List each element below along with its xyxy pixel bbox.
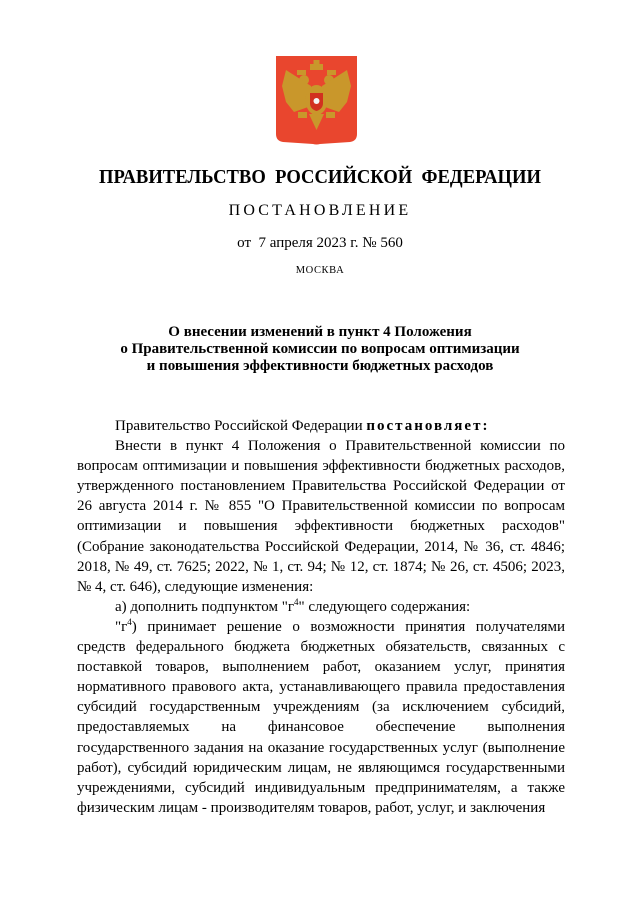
government-title: ПРАВИТЕЛЬСТВО РОССИЙСКОЙ ФЕДЕРАЦИИ [99,166,541,188]
document-title [0,324,640,375]
body-paragraph: Внести в пункт 4 Положения о Правительственной комиссии по вопросам оптимизации и повышения эффективности бюджетных расходов, утвержденного постановлением Правительства Российской Федерации от 26 августа 2014 г. № 855 "О Правительственной комиссии по вопросам оптимизации и повышения эффективности бюджетных расходов" (Собрание законодательства Российской Федерации, 2014, № 36, ст. 4846; 2018, № 49, ст. 7625; 2022, № 1, ст. 94; № 12, ст. 1874; № 26, ст. 4506; 2023, № 4, ст. 646), следующие изменения: [77,438,565,595]
document-body [77,416,565,818]
double-headed-eagle-icon [276,56,357,145]
document-type: ПОСТАНОВЛЕНИЕ [228,202,412,219]
title-line: о Правительственной комиссии по вопросам оптимизации [120,341,520,357]
title-line: и повышения эффективности бюджетных расходов [146,358,494,374]
body-paragraph: Правительство Российской Федерации постановляет: [115,418,490,434]
document-city: МОСКВА [295,265,345,276]
document-date-number: от 7 апреля 2023 г. № 560 [237,235,403,251]
body-paragraph: а) дополнить подпунктом "$г^4$" следующего содержания: [115,596,471,615]
resolves-keyword: постановляет: [366,418,490,434]
title-line: О внесении изменений в пункт 4 Положения [168,324,472,340]
coat-of-arms-emblem [276,56,357,145]
body-paragraph: "$г^4$) принимает решение о возможности принятия получателями средств федерального бюджета бюджетных обязательств, связанных с поставкой товаров, выполнением работ, оказанием услуг, принятия нормативного правового акта, устанавливающего правила предоставления субсидий государственным учреждениям (за исключением субсидий, предоставляемых на финансовое обеспечение выполнения государственного задания на оказание государственных услуг (выполнение работ), субсидий юридическим лицам, не являющимся государственными учреждениями, субсидий индивидуальным предпринимателям, а также физическим лицам - производителям товаров, работ, услуг, и заключения [77,616,565,816]
